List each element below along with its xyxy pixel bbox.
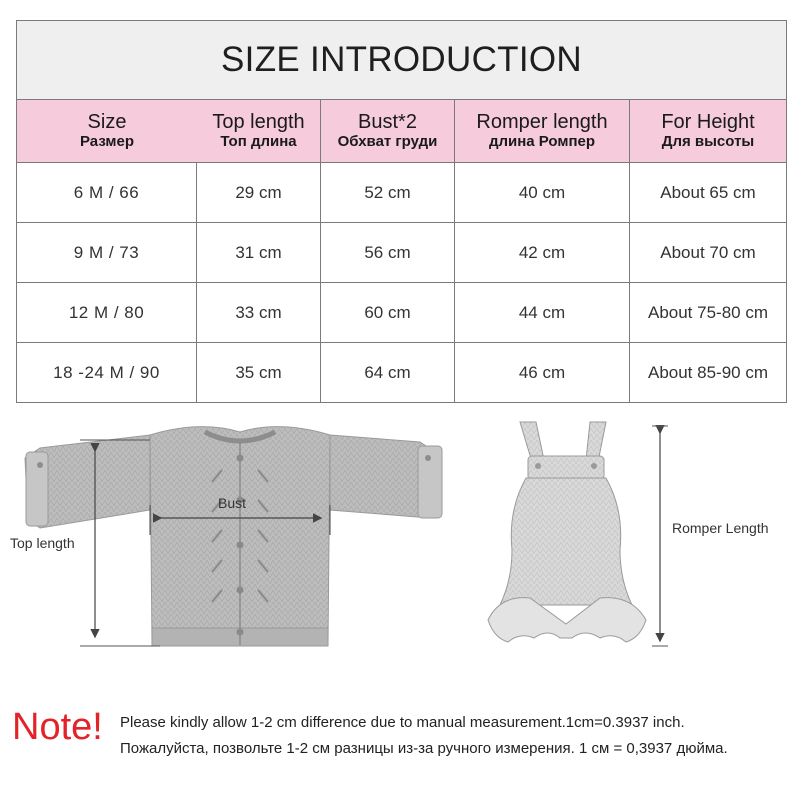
header-romper-length [455, 100, 630, 162]
size-table [16, 20, 787, 403]
header-top-length [197, 100, 321, 162]
cell-text: About 65 cm [660, 182, 756, 202]
garment-diagram [0, 410, 800, 680]
table-row [17, 283, 786, 343]
note-label: Note! [12, 706, 103, 748]
header-for-height [630, 100, 786, 162]
cell-text: 56 cm [364, 242, 411, 262]
header-for-height-ru: Для высоты [661, 133, 755, 150]
header-bust-en: Bust*2 [358, 111, 417, 133]
header-size-ru: Размер [79, 133, 135, 150]
cell-for-height [630, 223, 786, 282]
cell-for-height [630, 283, 786, 342]
cardigan-illustration [25, 427, 442, 646]
romper-illustration [488, 422, 646, 642]
cell-text: 52 cm [364, 182, 411, 202]
header-romper-length-ru: длина Ромпер [488, 133, 596, 150]
table-title: SIZE INTRODUCTION [17, 21, 786, 100]
cell-text: 33 cm [235, 302, 282, 322]
cell-romper-length [455, 163, 630, 222]
cell-text: 12 M / 80 [68, 302, 145, 322]
note-text-en: Please kindly allow 1-2 cm difference due to manual measurement.1cm=0.3937 inch. [120, 714, 685, 731]
cell-text: 31 cm [235, 242, 282, 262]
header-size-en: Size [87, 111, 127, 133]
cell-top-length [197, 163, 321, 222]
cell-text: 9 M / 73 [73, 242, 140, 262]
header-top-length-en: Top length [212, 111, 305, 133]
cell-text: 60 cm [364, 302, 411, 322]
table-row [17, 343, 786, 402]
cell-bust [321, 163, 455, 222]
header-size [17, 100, 197, 162]
cell-text: 40 cm [518, 182, 566, 202]
cell-size [17, 223, 197, 282]
cell-text: 6 M / 66 [73, 182, 140, 202]
romper-length-label: Romper Length [672, 520, 769, 536]
cell-text: 64 cm [364, 362, 411, 382]
cell-text: 29 cm [235, 182, 282, 202]
cell-text: 44 cm [518, 302, 566, 322]
header-for-height-en: For Height [661, 111, 755, 133]
header-top-length-ru: Топ длина [220, 133, 297, 150]
cell-text: About 70 cm [660, 242, 756, 262]
note-text-ru: Пожалуйста, позвольте 1-2 см разницы из-за ручного измерения. 1 см = 0,3937 дюйма. [120, 740, 728, 757]
cell-top-length [197, 283, 321, 342]
header-bust-ru: Обхват груди [337, 133, 438, 150]
cell-for-height [630, 343, 786, 402]
cell-text: 18 -24 M / 90 [53, 362, 160, 382]
bust-label: Bust [218, 495, 247, 511]
cell-bust [321, 343, 455, 402]
cell-size [17, 343, 197, 402]
cell-romper-length [455, 343, 630, 402]
table-row [17, 163, 786, 223]
cell-top-length [197, 343, 321, 402]
cell-size [17, 163, 197, 222]
cell-bust [321, 223, 455, 282]
table-row [17, 223, 786, 283]
cell-text: 42 cm [518, 242, 566, 262]
cell-text: About 75-80 cm [647, 302, 768, 322]
cell-text: 35 cm [235, 362, 282, 382]
header-row [17, 100, 786, 163]
cell-top-length [197, 223, 321, 282]
cell-romper-length [455, 223, 630, 282]
cell-text: About 85-90 cm [647, 362, 768, 382]
cell-bust [321, 283, 455, 342]
cell-size [17, 283, 197, 342]
top-length-label: Top length [10, 535, 75, 551]
header-romper-length-en: Romper length [476, 111, 608, 133]
garment-drawing [0, 410, 800, 680]
cell-romper-length [455, 283, 630, 342]
cell-text: 46 cm [518, 362, 566, 382]
cell-for-height [630, 163, 786, 222]
header-bust [321, 100, 455, 162]
